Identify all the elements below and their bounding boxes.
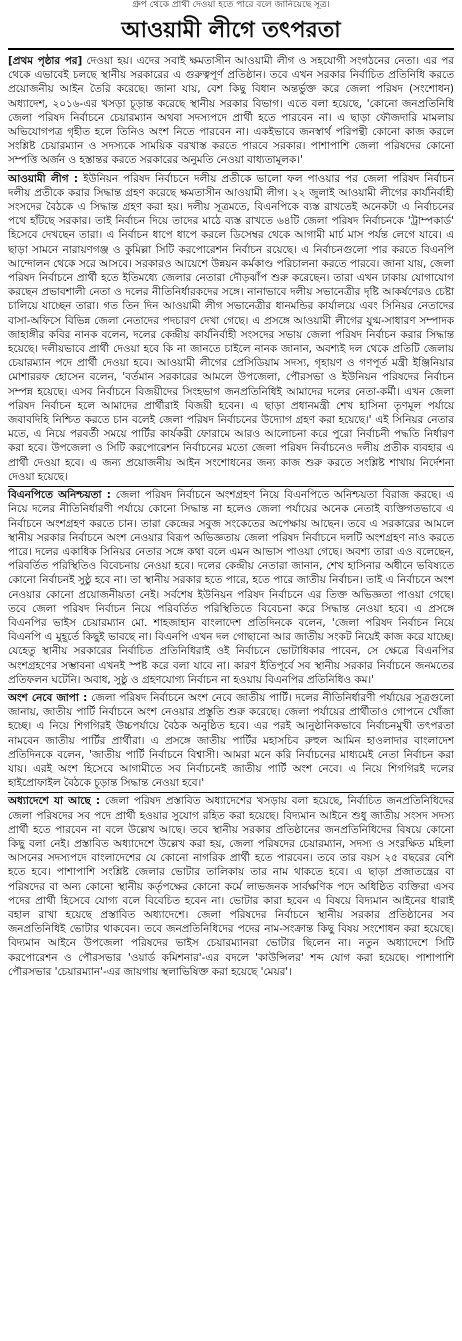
article-paragraph (8, 794, 454, 979)
previous-article-tail: গ্রুপ থেকে প্রার্থী দেওয়া হতে পারে বলে জানিয়েছে সূত্র। (132, 0, 330, 10)
paragraph-lead: [প্রথম পৃষ্ঠার পর] (8, 55, 83, 67)
article-paragraph (8, 488, 454, 687)
paragraph-lead: বিএনপিতে অনিশ্চয়তা : (8, 489, 111, 502)
divider (8, 689, 454, 690)
paragraph-text: দেওয়া হয়। এদের সবাই ক্ষমতাসীন আওয়ামী লীগ ও সহযোগী সংগঠনের নেতা। এর পর থেকে এভাবেই চলছে স্থানীয় সরকারের এ গুরুত্বপূর্ণ প্রতিষ্ঠান। তবে এখন সরকার নির্বাচিত প্রতিনিধি করতে প্রয়োজনীয় আইন তৈরি করেছে। জানা যায়, বেশ কিছু বিধান অন্তর্ভুক্ত করে জেলা পরিষদ (সংশোধন) অধ্যাদেশ, ২০১৬-এর খসড়া চূড়ান্ত করেছে স্থানীয় সরকার বিভাগ। এতে বলা হয়েছে, 'কোনো জনপ্রতিনিধি জেলা পরিষদ নির্বাচনে চেয়ারম্যান অথবা সদস্যপদে প্রার্থী হতে পারবেন না। এ ছাড়া ফৌজদারি মামলায় অভিযোগপত্র গৃহীত হলে তিনিও অংশ নিতে পারবেন না। একইভাবে জনস্বার্থ পরিপন্থী কোনো কাজ করলে সংশ্লিষ্ট চেয়ারম্যান ও সদস্যকে সাময়িক বরখাস্ত করতে পারবে সরকার। পাশাপাশি জেলা পরিষদের কোনো সম্পত্তি অর্জন ও হস্তান্তর করতে সরকারের অনুমতি নেওয়া বাধ্যতামূলক।' (8, 55, 454, 167)
paragraph-text: ইউনিয়ন পরিষদ নির্বাচনে দলীয় প্রতীকে ভালো ফল পাওয়ার পর জেলা পরিষদ নির্বাচন দলীয় প্রতীকে করার সিদ্ধান্ত গ্রহণ করেছে ক্ষমতাসীন আওয়ামী লীগ। ২২ জুলাই আওয়ামী লীগের কার্যনির্বাহী সংসদের বৈঠকে এ সিদ্ধান্ত গ্রহণ করা হয়। দলীয় সূত্রমতে, বিএনপিকে ব্যস্ত রাখতেই অনেকটা এ নির্বাচনের পথে হাঁটছে সরকার। তাই নির্বাচন দিয়ে তাদের মাঠে ব্যস্ত রাখতে ৬৪টি জেলা পরিষদ নির্বাচনকে 'ট্রাম্পকার্ড' হিসেবে দেখছেন তারা। এ নির্বাচন ধাপে ধাপে করলে ডিসেম্বর থেকে আগামী মার্চ মাস পর্যন্ত লেগে যাবে। এ ছাড়া সামনে নারায়ণগঞ্জ ও কুমিল্লা সিটি করপোরেশন নির্বাচন রয়েছে। এ নির্বাচনগুলো পার করতে বিএনপি আন্দোলন থেকে সরে আসবে। সরকারও আয়েশে উন্নয়ন কর্মকাণ্ড পরিচালনা করতে পারবে। জানা যায়, জেলা পরিষদ নির্বাচনে প্রার্থী হতে ইতিমধ্যে জেলার নেতারা দৌড়ঝাঁপ শুরু করেছেন। তারা এখন ঢাকায় যোগাযোগ করছেন প্রভাবশালী নেতা ও দলের নীতিনির্ধারকদের সঙ্গে। নানাভাবে দলীয় সভানেত্রীর দৃষ্টি আকর্ষণেরও চেষ্টা চালিয়ে যাচ্ছেন তারা। গত তিন দিন আওয়ামী লীগ সভানেত্রীর ধানমন্ডির কার্যালয়ে এবং সিনিয়র নেতাদের বাসা-অফিসে বিভিন্ন জেলা নেতাদের পদচারণ দেখা গেছে। এ প্রসঙ্গে আওয়ামী লীগের যুগ্ম-সাধারণ সম্পাদক জাহাঙ্গীর কবির নানক বলেন, দলের কেন্দ্রীয় কার্যনির্বাহী সংসদের সভায় জেলা পরিষদ নির্বাচন করার সিদ্ধান্ত হয়েছে। দলীয়ভাবে প্রার্থী দেওয়া হবে কি না জানতে চাইলে নানক জানান, অবশ্যই দল থেকে প্রতিটি জেলায় চেয়ারম্যান পদে প্রার্থী দেওয়া হবে। আওয়ামী লীগের প্রেসিডিয়াম সদস্য, গৃহায়ণ ও গণপূর্ত মন্ত্রী ইঞ্জিনিয়ার মোশাররফ হোসেন বলেন, 'বর্তমান সরকারের আমলে উপজেলা, পৌরসভা ও ইউনিয়ন পরিষদের নির্বাচন সম্পন্ন হয়েছে। এসব নির্বাচনে বিজয়ীদের সিংহভাগ জনপ্রতিনিধিই আমাদের দলের নেতা-কর্মী। এখন জেলা পরিষদ নির্বাচন হলে আমাদের প্রার্থীরাই বিজয়ী হবেন। এ ছাড়া প্রধানমন্ত্রী শেখ হাসিনা তৃণমূল পর্যায়ে জবাবদিহি নিশ্চিত করতে চান বলেই জেলা পরিষদ নির্বাচনের উদ্যোগ গ্রহণ করা হয়েছে।' এই সিনিয়র নেতার মতে, এ নিয়ে পরবর্তী সময়ে পার্টির কার্যকরী ফোরামে আরও আলোচনা করে পুরো নির্বাচনী পদ্ধতি নির্ধারণ করা হবে। উপজেলা ও সিটি করপোরেশন নির্বাচনের মতো জেলা পরিষদ নির্বাচনেও দলীয় প্রতীক ব্যবহার এ প্রার্থী দেওয়া হবে। এ জন্য প্রয়োজনীয় আইন সংশোধনের জন্য কাজ শুরু করতে সংশ্লিষ্ট শাখায় নির্দেশনা দেওয়া হয়েছে। (8, 172, 454, 483)
divider (8, 792, 454, 793)
article-body (8, 54, 454, 979)
headline: আওয়ামী লীগে তৎপরতা (8, 16, 454, 50)
paragraph-text: জেলা পরিষদ নির্বাচনে অংশ নেবে জাতীয় পার্টি। দলের নীতিনির্ধারণী পর্যায়ের সূত্রগুলো জানায়, জাতীয় পার্টি নির্বাচনে অংশ নেওয়ার প্রস্তুতি শুরু করেছে। জেলা পর্যায়ের প্রার্থীতাও গোপনে খোঁজা হচ্ছে। এ নিয়ে শিগগিরই উচ্চপর্যায়ে বৈঠক অনুষ্ঠিত হবে। এর পরই আনুষ্ঠানিকভাবে নির্বাচনমুখী তৎপরতা নামবেন জাতীয় পার্টির প্রার্থীরা। এ প্রসঙ্গে জাতীয় পার্টির মহাসচিব রুহুল আমিন হাওলাদার বাংলাদেশ প্রতিদিনকে বলেন, 'জাতীয় পার্টি নির্বাচনে বিশ্বাসী। আমরা মনে করি নির্বাচনের মাধ্যমেই নেতা নির্বাচন করা যায়। এরই অংশ হিসেবে আগামীতে সব নির্বাচনেই জাতীয় পার্টি অংশ নেবে। এ নিয়ে শিগগিরই দলের হাইপ্রোফাইল বৈঠকে চূড়ান্ত সিদ্ধান্ত নেওয়া হবে।' (8, 691, 454, 790)
article-paragraph (8, 54, 454, 168)
divider (8, 170, 454, 171)
paragraph-lead: অংশ নেবে জাপা : (8, 691, 88, 704)
paragraph-text: জেলা পরিষদ প্রস্তাবিত অধ্যাদেশের খসড়ায় বলা হয়েছে, নির্বাচিত জনপ্রতিনিধিদের জেলা পরিষদের সব পদে প্রার্থী হওয়ার সুযোগ রহিত করা হয়েছে। বিদ্যমান আইনে শুধু জাতীয় সংসদ সদস্য প্রার্থী হতে পারবেন না বলে উল্লেখ আছে। তবে স্থানীয় সরকার প্রতিষ্ঠানের জনপ্রতিনিধিদের বিষয়ে কোনো কিছু বলা নেই। প্রস্তাবিত অধ্যাদেশে উল্লেখ করা হয়, জেলা পরিষদের চেয়ারম্যান, সদস্য ও সংরক্ষিত মহিলা আসনের সদস্যপদে বাংলাদেশের যে কোনো নাগরিক প্রার্থী হতে পারবেন। তবে তার বয়স ২৫ বছরের বেশি হতে হবে। পাশাপাশি সংশ্লিষ্ট জেলার ভোটার তালিকায় তার নাম থাকতে হবে। এ ছাড়া প্রজাতন্ত্রের বা পরিষদের বা অন্য কোনো স্থানীয় কর্তৃপক্ষের কোনো কর্মে লাভজনক সার্বক্ষণিক পদে অধিষ্ঠিত ব্যক্তিরা এসব পদের প্রার্থী হিসেবে যোগ্য বলে বিবেচিত হবেন না। ভোটার কারা হবেন এ বিষয়ে বিদ্যমান আইনের ধারাই বহাল রাখা হয়েছে প্রস্তাবিত অধ্যাদেশে। জেলা পরিষদের নির্বাচনে স্থানীয় সরকার প্রতিষ্ঠানের সব জনপ্রতিনিধিই ভোটার থাকবেন। তবে জনপ্রতিনিধিদের পদের নাম-সংক্রান্ত কিছু বিষয় সংশোধন করা হয়েছে। বিদ্যমান আইনে উপজেলা পরিষদের ভাইস চেয়ারম্যানরা ভোটার ছিলেন না। নতুন অধ্যাদেশে সিটি করপোরেশন ও পৌরসভার 'ওয়ার্ড কমিশনার'-এর বদলে 'কাউন্সিলর' শব্দ যোগ করা হয়েছে। পাশাপাশি পৌরসভার 'চেয়ারম্যান'-এর জায়গায় স্থলাভিষিক্ত করা হয়েছে 'মেয়র'। (8, 795, 454, 978)
paragraph-text: জেলা পরিষদ নির্বাচনে অংশগ্রহণ নিয়ে বিএনপিতে অনিশ্চয়তা বিরাজ করছে। এ নিয়ে দলের নীতিনির্ধারণী পর্যায়ে কোনো সিদ্ধান্ত না হলেও জেলা পর্যায়ের অনেক নেতাই ব্যক্তিগতভাবে এ নির্বাচনে অংশগ্রহণ করতে চান। তারা কেন্দ্রের সবুজ সংকেতের অপেক্ষায় আছেন। তবে এ সরকারের আমলে স্থানীয় সরকার নির্বাচনে অংশ নেওয়ার বিরূপ অভিজ্ঞতায় জেলা পরিষদ নির্বাচনে দলটি অংশগ্রহণ নাও করতে পারে। দলের একাধিক সিনিয়র নেতার সঙ্গে কথা বলে এমন আভাস পাওয়া গেছে। অবশ্য তারা এও বলেছেন, পরিবর্তিত পরিস্থিতিও বিবেচনায় নেওয়া হবে। দলের কেন্দ্রীয় নেতারা জানান, শেখ হাসিনার অধীনে ভবিষ্যতে কোনো নির্বাচনই সুষ্ঠু হবে না। তা স্থানীয় সরকার হতে পারে, হতে পারে জাতীয় নির্বাচন। তাই এ নির্বাচনে অংশ নেওয়ার কোনো প্রয়োজনীয়তা নেই। সর্বশেষ ইউনিয়ন পরিষদ নির্বাচনে এর তিক্ত অভিজ্ঞতা পাওয়া গেছে। তবে জেলা পরিষদ নির্বাচন নিয়ে পরিবর্তিত পরিস্থিতিতে বিবেচনা করে সিদ্ধান্ত নেওয়া হবে। এ প্রসঙ্গে বিএনপির ভাইস চেয়ারম্যান মো. শাহজাহান বাংলাদেশ প্রতিদিনকে বলেন, 'জেলা পরিষদ নির্বাচন নিয়ে বিএনপি এ মুহূর্তে কিছুই ভাবছে না। বিএনপি এখন দল গোছানো আর জাতীয় সংকট নিয়েই কাজ করে যাচ্ছে। যেহেতু স্থানীয় সরকারের নির্বাচিত প্রতিনিধিরাই ওই নির্বাচনে ভোটাধিকার পাবেন, সে ক্ষেত্রে বিএনপির অংশগ্রহণের সম্ভাবনা এখনই স্পষ্ট করে বলা যাবে না। কারণ ইতিপূর্বে সব স্থানীয় সরকার নির্বাচনে জনমতের প্রতিফলন ঘটেনি। অবাধ, সুষ্ঠু ও গ্রহণযোগ্য নির্বাচন না হওয়ায় বিএনপির প্রতিনিধিও কম।' (8, 489, 454, 686)
article-paragraph (8, 172, 454, 484)
paragraph-lead: অধ্যাদেশে যা আছে : (8, 795, 100, 808)
article-paragraph (8, 691, 454, 790)
paragraph-lead: আওয়ামী লীগ : (8, 172, 79, 185)
divider (8, 486, 454, 487)
